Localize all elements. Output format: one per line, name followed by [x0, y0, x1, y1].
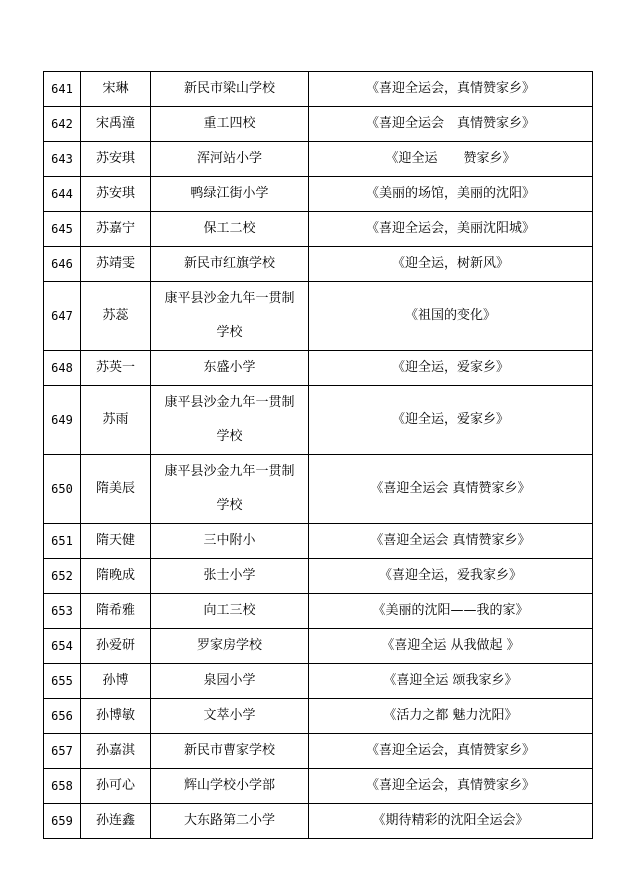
work-title: 《喜迎全运会 真情赞家乡》: [309, 455, 593, 524]
work-title: 《迎全运，爱家乡》: [309, 351, 593, 386]
school-name-line: 学校: [216, 429, 243, 444]
entry-number: 651: [44, 524, 81, 559]
student-name: 孙可心: [81, 769, 151, 804]
school-name: 浑河站小学: [151, 142, 309, 177]
entry-number: 655: [44, 664, 81, 699]
entry-number: 656: [44, 699, 81, 734]
student-name: 宋禹潼: [81, 107, 151, 142]
school-name: 罗家房学校: [151, 629, 309, 664]
school-name: 大东路第二小学: [151, 804, 309, 839]
work-title: 《迎全运 赞家乡》: [309, 142, 593, 177]
entry-number: 648: [44, 351, 81, 386]
student-name: 苏雨: [81, 386, 151, 455]
school-name: 文萃小学: [151, 699, 309, 734]
table-row: [44, 282, 593, 351]
school-name-line: 康平县沙金九年一贯制: [164, 395, 295, 410]
student-name: 孙嘉淇: [81, 734, 151, 769]
work-title: 《喜迎全运会 真情赞家乡》: [309, 107, 593, 142]
student-name: 苏蕊: [81, 282, 151, 351]
work-title: 《期待精彩的沈阳全运会》: [309, 804, 593, 839]
school-name: 新民市红旗学校: [151, 247, 309, 282]
table-row: [44, 629, 593, 664]
table-row: [44, 455, 593, 524]
school-name-line: 康平县沙金九年一贯制: [164, 291, 295, 306]
work-title: 《迎全运，树新风》: [309, 247, 593, 282]
entry-number: 642: [44, 107, 81, 142]
student-name: 孙博: [81, 664, 151, 699]
entry-number: 644: [44, 177, 81, 212]
student-name: 隋天健: [81, 524, 151, 559]
student-name: 苏嘉宁: [81, 212, 151, 247]
student-name: 孙爱研: [81, 629, 151, 664]
table-row: [44, 559, 593, 594]
school-name: 重工四校: [151, 107, 309, 142]
school-name: [151, 386, 309, 455]
work-title: 《喜迎全运，爱我家乡》: [309, 559, 593, 594]
table-row: [44, 107, 593, 142]
school-name: 辉山学校小学部: [151, 769, 309, 804]
student-name: 苏英一: [81, 351, 151, 386]
table-row: [44, 72, 593, 107]
school-name: 新民市曹家学校: [151, 734, 309, 769]
entry-number: 646: [44, 247, 81, 282]
table-row: [44, 212, 593, 247]
school-name-line: 学校: [216, 325, 243, 340]
work-title: 《喜迎全运会，美丽沈阳城》: [309, 212, 593, 247]
work-title: 《美丽的场馆，美丽的沈阳》: [309, 177, 593, 212]
entry-number: 659: [44, 804, 81, 839]
student-name: 孙博敏: [81, 699, 151, 734]
school-name: 泉园小学: [151, 664, 309, 699]
school-name: 东盛小学: [151, 351, 309, 386]
work-title: 《喜迎全运会，真情赞家乡》: [309, 734, 593, 769]
student-name: 苏安琪: [81, 142, 151, 177]
student-name: 孙连鑫: [81, 804, 151, 839]
work-title: 《迎全运，爱家乡》: [309, 386, 593, 455]
school-name: 保工二校: [151, 212, 309, 247]
entries-table-body: [44, 72, 593, 839]
student-name: 隋晚成: [81, 559, 151, 594]
school-name: 张士小学: [151, 559, 309, 594]
table-row: [44, 804, 593, 839]
work-title: 《喜迎全运会，真情赞家乡》: [309, 769, 593, 804]
student-name: 苏安琪: [81, 177, 151, 212]
student-name: 宋琳: [81, 72, 151, 107]
student-name: 苏靖雯: [81, 247, 151, 282]
table-row: [44, 351, 593, 386]
work-title: 《喜迎全运会，真情赞家乡》: [309, 72, 593, 107]
entry-number: 657: [44, 734, 81, 769]
entry-number: 658: [44, 769, 81, 804]
student-name: 隋美辰: [81, 455, 151, 524]
table-row: [44, 142, 593, 177]
entry-number: 641: [44, 72, 81, 107]
entry-number: 649: [44, 386, 81, 455]
entry-number: 645: [44, 212, 81, 247]
entry-number: 652: [44, 559, 81, 594]
table-row: [44, 664, 593, 699]
entry-number: 653: [44, 594, 81, 629]
entry-number: 650: [44, 455, 81, 524]
table-row: [44, 769, 593, 804]
table-row: [44, 594, 593, 629]
school-name: 向工三校: [151, 594, 309, 629]
entries-table: [43, 71, 593, 839]
entry-number: 643: [44, 142, 81, 177]
school-name: 新民市梁山学校: [151, 72, 309, 107]
entry-number: 647: [44, 282, 81, 351]
work-title: 《喜迎全运 从我做起 》: [309, 629, 593, 664]
school-name: [151, 455, 309, 524]
school-name: [151, 282, 309, 351]
table-row: [44, 177, 593, 212]
table-row: [44, 247, 593, 282]
work-title: 《喜迎全运会 真情赞家乡》: [309, 524, 593, 559]
student-name: 隋希雅: [81, 594, 151, 629]
work-title: 《祖国的变化》: [309, 282, 593, 351]
work-title: 《喜迎全运 颂我家乡》: [309, 664, 593, 699]
school-name: 鸭绿江街小学: [151, 177, 309, 212]
table-row: [44, 386, 593, 455]
school-name: 三中附小: [151, 524, 309, 559]
school-name-line: 学校: [216, 498, 243, 513]
work-title: 《美丽的沈阳——我的家》: [309, 594, 593, 629]
school-name-line: 康平县沙金九年一贯制: [164, 464, 295, 479]
work-title: 《活力之都 魅力沈阳》: [309, 699, 593, 734]
table-row: [44, 699, 593, 734]
entry-number: 654: [44, 629, 81, 664]
table-row: [44, 734, 593, 769]
table-row: [44, 524, 593, 559]
